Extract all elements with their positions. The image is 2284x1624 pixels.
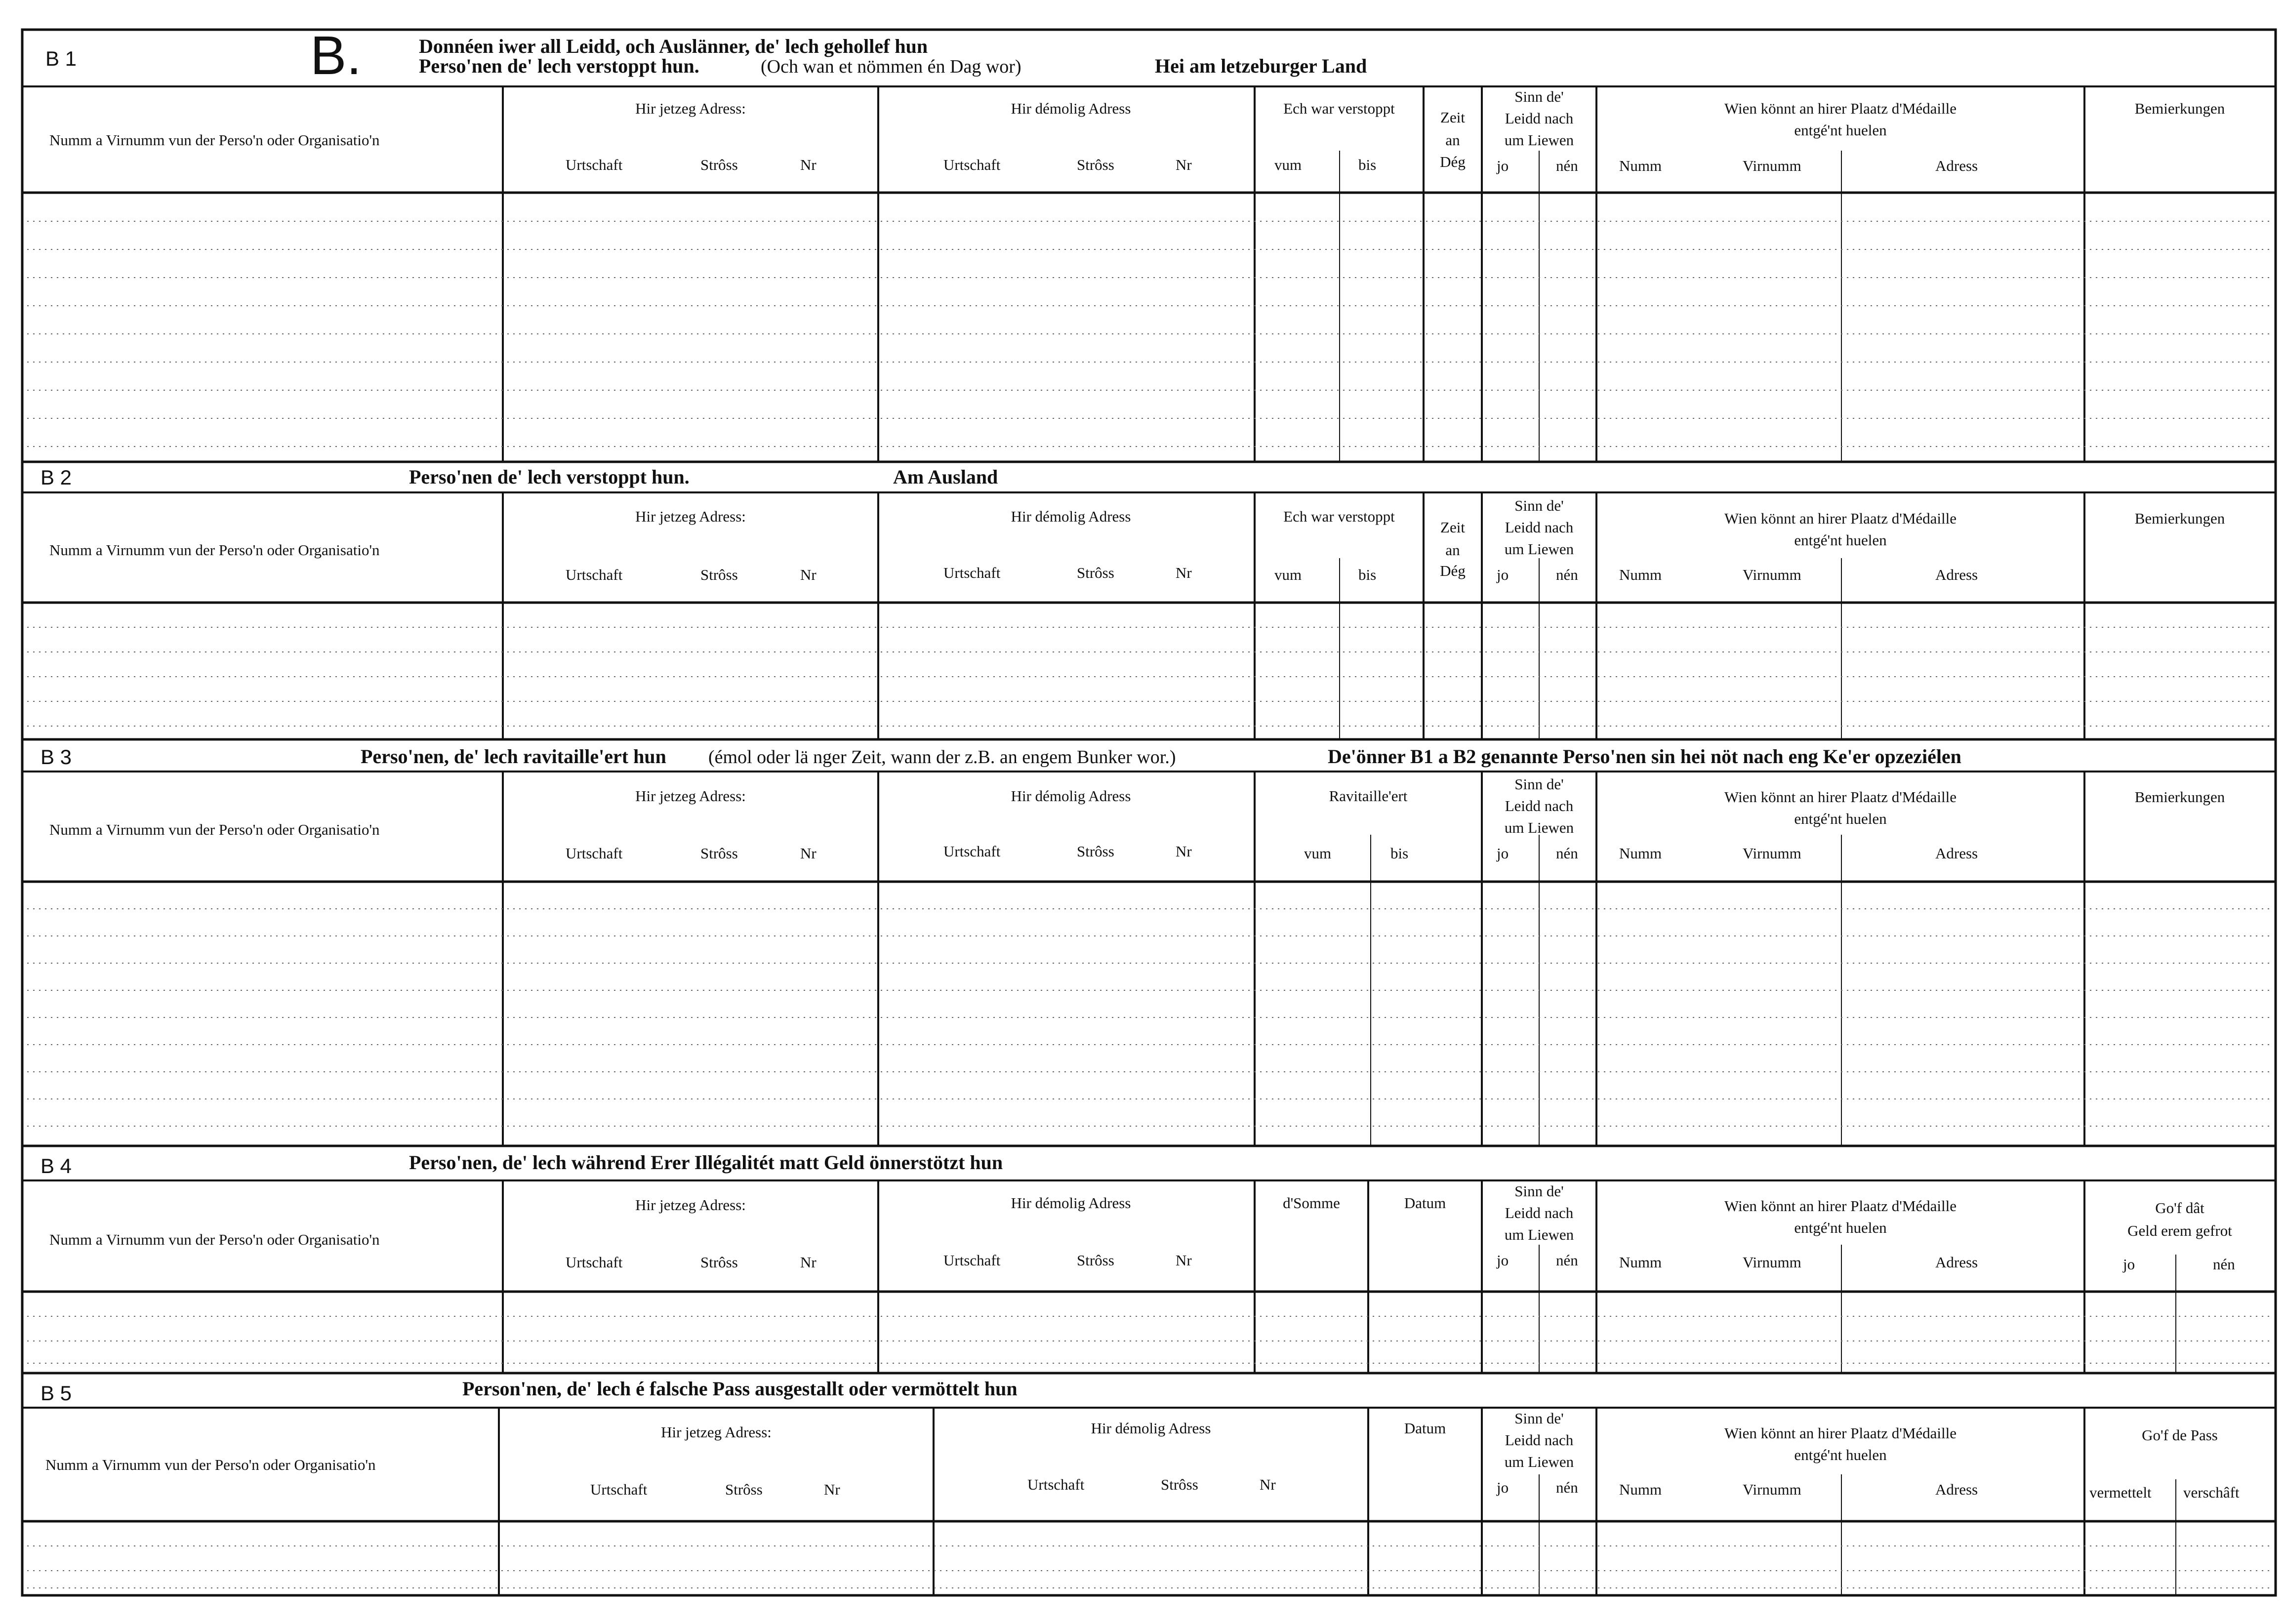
- header-until: bis: [1390, 845, 1409, 862]
- section-title-b1-place: Hei am letzeburger Land: [1155, 55, 1367, 77]
- header-yes: jo: [1497, 157, 1509, 174]
- header-street: Strôss: [700, 156, 738, 173]
- header-no: nén: [1556, 1252, 1578, 1269]
- header-medal-1: Wien könnt an hirer Plaatz d'Médaille: [1724, 788, 1957, 806]
- header-name-col: Numm a Virnumm vun der Perso'n oder Organisatio'n: [49, 821, 380, 838]
- header-town: Urtschaft: [1027, 1476, 1085, 1493]
- header-number: Nr: [800, 845, 816, 862]
- header-until: bis: [1358, 156, 1377, 173]
- header-time: Zeit: [1440, 519, 1465, 536]
- header-address: Adress: [1935, 845, 1978, 862]
- header-alive-2: Leidd nach: [1505, 1431, 1574, 1449]
- header-town: Urtschaft: [943, 564, 1001, 581]
- section-title-b3-extra: De'önner B1 a B2 genannte Perso'nen sin hei nöt nach eng Ke'er opzeziélen: [1328, 745, 1961, 768]
- section-title-b1-line2: Perso'nen de' lech verstoppt hun.: [419, 55, 699, 77]
- header-medal-2: entgé'nt huelen: [1794, 122, 1887, 139]
- header-former-address: Hir démolig Adress: [1011, 1194, 1131, 1212]
- header-money-back-2: Geld erem gefrot: [2127, 1222, 2232, 1239]
- header-town: Urtschaft: [943, 156, 1001, 173]
- section-title-b2: Perso'nen de' lech verstoppt hun.: [409, 466, 690, 488]
- header-town: Urtschaft: [943, 843, 1001, 860]
- header-alive-3: um Liewen: [1504, 1226, 1574, 1243]
- header-alive-2: Leidd nach: [1505, 519, 1574, 536]
- header-alive-2: Leidd nach: [1505, 1204, 1574, 1221]
- section-code-b4: B 4: [41, 1154, 72, 1177]
- header-alive-1: Sinn de': [1514, 1182, 1564, 1200]
- header-medal-2: entgé'nt huelen: [1794, 1219, 1887, 1236]
- header-medal-2: entgé'nt huelen: [1794, 810, 1887, 827]
- header-street: Strôss: [1161, 1476, 1198, 1493]
- header-no: nén: [1556, 157, 1578, 174]
- header-yes: jo: [1497, 566, 1509, 583]
- header-firstname: Virnumm: [1743, 845, 1801, 862]
- form-letter: B.: [310, 25, 362, 86]
- header-town: Urtschaft: [566, 1254, 623, 1271]
- header-supplied: Ravitaille'ert: [1329, 787, 1408, 805]
- section-code-b2: B 2: [41, 466, 72, 489]
- header-number: Nr: [800, 1254, 816, 1271]
- header-date: Datum: [1404, 1420, 1446, 1437]
- header-current-address: Hir jetzeg Adress:: [635, 787, 746, 805]
- header-name-col: Numm a Virnumm vun der Perso'n oder Organisatio'n: [49, 1231, 380, 1248]
- header-current-address: Hir jetzeg Adress:: [635, 508, 746, 525]
- header-town: Urtschaft: [566, 566, 623, 583]
- header-no: nén: [2213, 1256, 2235, 1273]
- section-code-b5: B 5: [41, 1381, 72, 1405]
- header-yes: jo: [1497, 1252, 1509, 1269]
- section-title-b4: Perso'nen, de' lech während Erer Illégalitét matt Geld önnerstötzt hun: [409, 1151, 1003, 1174]
- header-medal-2: entgé'nt huelen: [1794, 1446, 1887, 1463]
- header-days: Dég: [1440, 153, 1466, 170]
- header-alive-1: Sinn de': [1514, 1410, 1564, 1427]
- header-firstname: Virnumm: [1743, 157, 1801, 174]
- header-alive-3: um Liewen: [1504, 819, 1574, 836]
- header-surname: Numm: [1619, 1254, 1662, 1271]
- header-name-col: Numm a Virnumm vun der Perso'n oder Organisatio'n: [45, 1456, 376, 1473]
- header-current-address: Hir jetzeg Adress:: [635, 1196, 746, 1214]
- header-alive-2: Leidd nach: [1505, 797, 1574, 814]
- header-surname: Numm: [1619, 845, 1662, 862]
- header-firstname: Virnumm: [1743, 566, 1801, 583]
- header-street: Strôss: [1077, 843, 1114, 860]
- header-remarks: Bemierkungen: [2134, 788, 2225, 806]
- header-pass-mediated: vermettelt: [2089, 1484, 2152, 1501]
- section-code-b1: B 1: [45, 47, 77, 70]
- header-number: Nr: [1176, 156, 1192, 173]
- header-medal-1: Wien könnt an hirer Plaatz d'Médaille: [1724, 1424, 1957, 1442]
- header-date: Datum: [1404, 1194, 1446, 1212]
- header-town: Urtschaft: [943, 1252, 1001, 1269]
- header-number: Nr: [1176, 564, 1192, 581]
- header-number: Nr: [800, 156, 816, 173]
- header-yes: jo: [1497, 1479, 1509, 1496]
- header-no: nén: [1556, 1479, 1578, 1496]
- header-hidden: Ech war verstoppt: [1283, 100, 1395, 117]
- header-former-address: Hir démolig Adress: [1011, 100, 1131, 117]
- header-no: nén: [1556, 566, 1578, 583]
- header-street: Strôss: [700, 845, 738, 862]
- header-number: Nr: [824, 1481, 840, 1498]
- header-former-address: Hir démolig Adress: [1011, 508, 1131, 525]
- header-alive-1: Sinn de': [1514, 497, 1564, 514]
- header-street: Strôss: [725, 1481, 763, 1498]
- header-from: vum: [1274, 156, 1302, 173]
- section-title-b1-line1: Donnéen iwer all Leidd, och Auslänner, de' lech gehollef hun: [419, 35, 928, 57]
- section-title-b3-note: (émol oder lä nger Zeit, wann der z.B. an engem Bunker wor.): [708, 747, 1176, 768]
- header-money-back-1: Go'f dât: [2155, 1199, 2204, 1217]
- header-street: Strôss: [700, 1254, 738, 1271]
- header-surname: Numm: [1619, 566, 1662, 583]
- header-days: Dég: [1440, 562, 1466, 579]
- header-current-address: Hir jetzeg Adress:: [635, 100, 746, 117]
- header-number: Nr: [1260, 1476, 1276, 1493]
- header-medal-2: entgé'nt huelen: [1794, 531, 1887, 549]
- header-hidden: Ech war verstoppt: [1283, 508, 1395, 525]
- header-town: Urtschaft: [590, 1481, 648, 1498]
- header-pass-obtained: verschâft: [2183, 1484, 2240, 1501]
- header-address: Adress: [1935, 1254, 1978, 1271]
- header-address: Adress: [1935, 157, 1978, 174]
- header-in: an: [1445, 131, 1460, 149]
- header-town: Urtschaft: [566, 156, 623, 173]
- header-name-col: Numm a Virnumm vun der Perso'n oder Organisatio'n: [49, 131, 380, 149]
- header-remarks: Bemierkungen: [2134, 510, 2225, 527]
- header-alive-3: um Liewen: [1504, 131, 1574, 149]
- header-yes: jo: [2123, 1256, 2135, 1273]
- header-firstname: Virnumm: [1743, 1254, 1801, 1271]
- header-address: Adress: [1935, 1481, 1978, 1498]
- header-street: Strôss: [1077, 156, 1114, 173]
- header-number: Nr: [1176, 1252, 1192, 1269]
- header-pass-given: Go'f de Pass: [2142, 1426, 2218, 1444]
- header-remarks: Bemierkungen: [2134, 100, 2225, 117]
- header-no: nén: [1556, 845, 1578, 862]
- header-from: vum: [1304, 845, 1332, 862]
- header-from: vum: [1274, 566, 1302, 583]
- header-surname: Numm: [1619, 1481, 1662, 1498]
- header-until: bis: [1358, 566, 1377, 583]
- header-number: Nr: [800, 566, 816, 583]
- header-street: Strôss: [1077, 564, 1114, 581]
- header-alive-1: Sinn de': [1514, 88, 1564, 105]
- header-former-address: Hir démolig Adress: [1091, 1420, 1211, 1437]
- section-title-b2-extra: Am Ausland: [893, 466, 998, 488]
- header-sum: d'Somme: [1283, 1194, 1340, 1212]
- header-former-address: Hir démolig Adress: [1011, 787, 1131, 805]
- header-number: Nr: [1176, 843, 1192, 860]
- header-name-col: Numm a Virnumm vun der Perso'n oder Organisatio'n: [49, 541, 380, 559]
- header-time: Zeit: [1440, 109, 1465, 126]
- header-firstname: Virnumm: [1743, 1481, 1801, 1498]
- header-alive-3: um Liewen: [1504, 1453, 1574, 1470]
- section-title-b1-note: (Och wan et nömmen én Dag wor): [761, 56, 1021, 77]
- header-medal-1: Wien könnt an hirer Plaatz d'Médaille: [1724, 510, 1957, 527]
- header-street: Strôss: [1077, 1252, 1114, 1269]
- header-current-address: Hir jetzeg Adress:: [661, 1423, 772, 1441]
- header-address: Adress: [1935, 566, 1978, 583]
- section-title-b3: Perso'nen, de' lech ravitaille'ert hun: [361, 745, 666, 768]
- header-street: Strôss: [700, 566, 738, 583]
- header-in: an: [1445, 541, 1460, 559]
- header-surname: Numm: [1619, 157, 1662, 174]
- header-alive-3: um Liewen: [1504, 540, 1574, 558]
- section-title-b5: Person'nen, de' lech é falsche Pass ausgestallt oder vermöttelt hun: [462, 1378, 1018, 1400]
- section-code-b3: B 3: [41, 745, 72, 769]
- header-medal-1: Wien könnt an hirer Plaatz d'Médaille: [1724, 100, 1957, 117]
- header-alive-2: Leidd nach: [1505, 110, 1574, 127]
- header-town: Urtschaft: [566, 845, 623, 862]
- header-medal-1: Wien könnt an hirer Plaatz d'Médaille: [1724, 1197, 1957, 1215]
- header-yes: jo: [1497, 845, 1509, 862]
- header-alive-1: Sinn de': [1514, 775, 1564, 793]
